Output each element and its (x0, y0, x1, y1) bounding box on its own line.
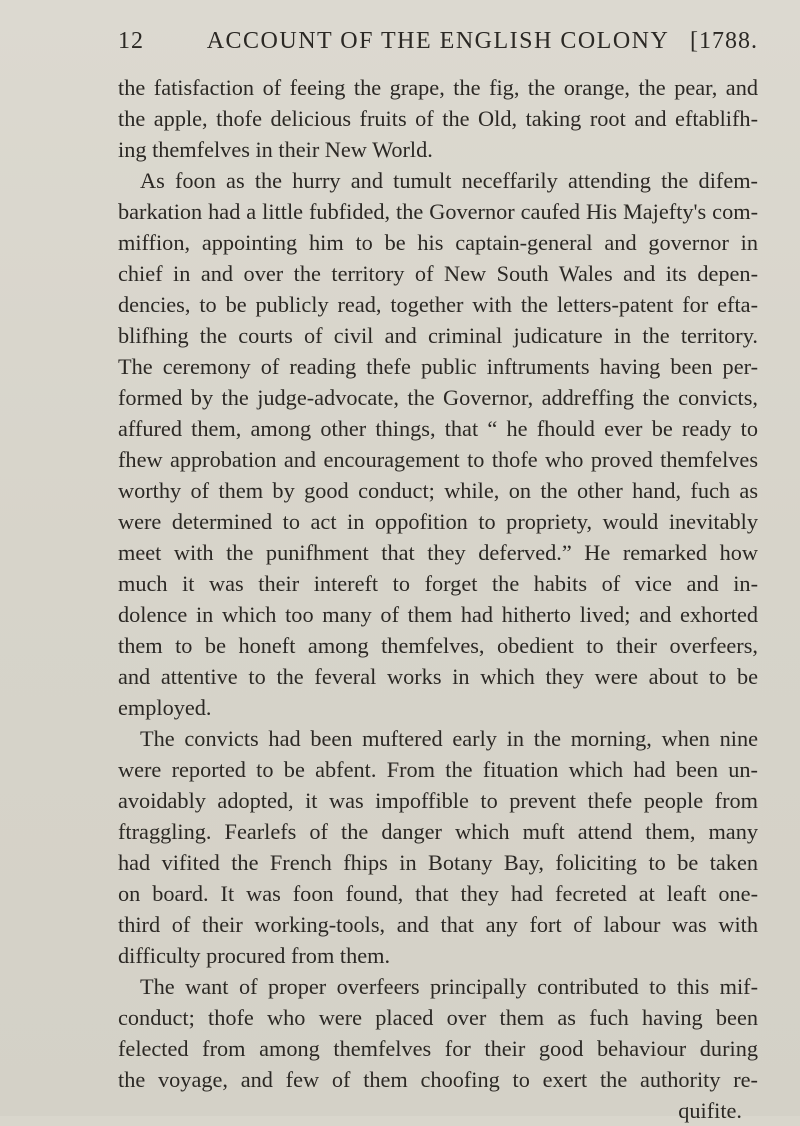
text-line: fhew approbation and encouragement to thofe who proved themfelves (118, 447, 758, 472)
text-line: conduct; thofe who were placed over them as fuch having been (118, 1005, 758, 1030)
page-number: 12 (118, 28, 144, 54)
text-line: the apple, thofe delicious fruits of the Old, taking root and eftablifh- (118, 106, 758, 131)
text-line: employed. (118, 695, 212, 720)
text-line: The ceremony of reading thefe public inftruments having been per- (118, 354, 758, 379)
text-line: felected from among themfelves for their good behaviour during (118, 1036, 758, 1061)
text-line: barkation had a little fubfided, the Governor caufed His Majefty's com- (118, 199, 758, 224)
text-line: were reported to be abfent. From the fituation which had been un- (118, 757, 758, 782)
text-line: chief in and over the territory of New South Wales and its depen- (118, 261, 758, 286)
text-line: them to be honeft among themfelves, obedient to their overfeers, (118, 633, 758, 658)
text-line: The convicts had been muftered early in the morning, when nine (140, 726, 758, 751)
body-text (118, 72, 758, 1126)
text-line: ftraggling. Fearlefs of the danger which muft attend them, many (118, 819, 758, 844)
running-title: ACCOUNT OF THE ENGLISH COLONY (206, 28, 670, 54)
catchword: quifite. (678, 1098, 742, 1123)
running-header (118, 28, 758, 60)
text-line: difficulty procured from them. (118, 943, 391, 968)
text-line: on board. It was foon found, that they had fecreted at leaft one- (118, 881, 758, 906)
text-line: much it was their intereft to forget the habits of vice and in- (118, 571, 758, 596)
text-line: The want of proper overfeers principally contributed to this mif- (140, 974, 758, 999)
text-line: worthy of them by good conduct; while, on the other hand, fuch as (118, 478, 758, 503)
text-line: meet with the punifhment that they deferved.” He remarked how (118, 540, 758, 565)
text-line: blifhing the courts of civil and criminal judicature in the territory. (118, 323, 758, 348)
text-line: were determined to act in oppofition to propriety, would inevitably (118, 509, 758, 534)
text-line: had vifited the French fhips in Botany Bay, foliciting to be taken (118, 850, 758, 875)
text-line: and attentive to the feveral works in which they were about to be (118, 664, 758, 689)
text-line: dencies, to be publicly read, together with the letters-patent for efta- (118, 292, 758, 317)
text-line: dolence in which too many of them had hitherto lived; and exhorted (118, 602, 758, 627)
text-line: avoidably adopted, it was impoffible to prevent thefe people from (118, 788, 758, 813)
text-line: the fatisfaction of feeing the grape, the fig, the orange, the pear, and (118, 75, 758, 100)
text-line: third of their working-tools, and that any fort of labour was with (118, 912, 758, 937)
text-line: miffion, appointing him to be his captain-general and governor in (118, 230, 758, 255)
text-line: formed by the judge-advocate, the Governor, addreffing the convicts, (118, 385, 758, 410)
text-line: As foon as the hurry and tumult neceffarily attending the difem- (140, 168, 758, 193)
text-line: affured them, among other things, that “ he fhould ever be ready to (118, 416, 758, 441)
text-line: ing themfelves in their New World. (118, 137, 433, 162)
header-year: [1788. (690, 28, 758, 54)
text-line: the voyage, and few of them choofing to exert the authority re- (118, 1067, 758, 1092)
